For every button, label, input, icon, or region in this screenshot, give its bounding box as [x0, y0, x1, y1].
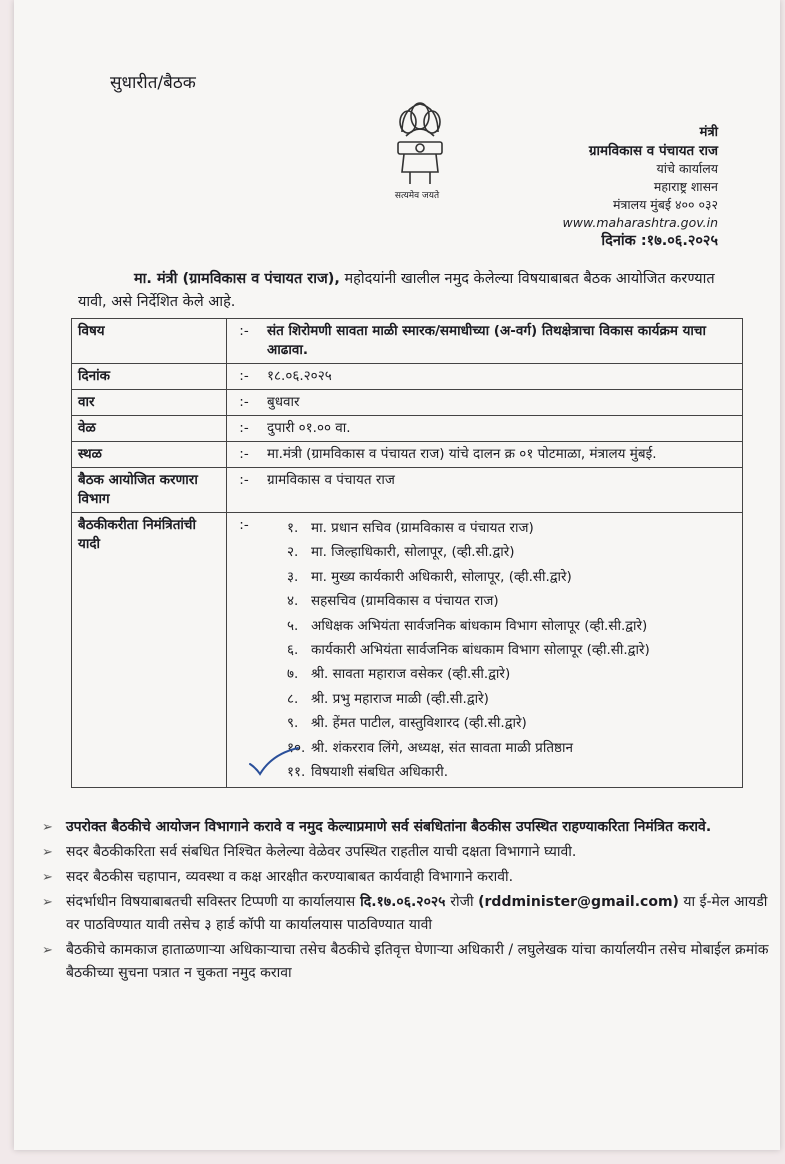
arrow-bullet-icon: ➢ — [42, 895, 53, 910]
list-item — [287, 638, 736, 662]
separator: :- — [227, 442, 262, 468]
list-item — [36, 939, 776, 985]
list-item — [287, 516, 736, 540]
intro-text: महोदयांनी खालील नमुद केलेल्या विषयाबाबत बैठक आयोजित करण्यात यावी, असे निर्देशित केले आहे. — [78, 271, 715, 310]
list-item — [36, 841, 776, 864]
organizer-label: बैठक आयोजित करणारा विभाग — [72, 468, 227, 513]
office-address — [563, 124, 719, 250]
intro-paragraph — [78, 268, 738, 314]
note-text — [66, 891, 776, 937]
note-text: सदर बैठकीकरिता सर्व संबधित निश्चित केलेल्या वेळेवर उपस्थित राहतील याची दक्षता विभागाने घ्यावी. — [66, 844, 577, 860]
separator: :- — [227, 513, 262, 788]
list-number: १. — [287, 520, 299, 536]
list-item — [287, 711, 736, 735]
list-item — [36, 816, 776, 839]
note-part: रोजी — [450, 894, 479, 910]
office-department: ग्रामविकास व पंचायत राज — [588, 143, 718, 159]
instructions-list — [36, 816, 776, 987]
list-text: विषयाशी संबधित अधिकारी. — [311, 764, 449, 781]
table-row — [72, 416, 743, 442]
list-text: मा. मुख्य कार्यकारी अधिकारी, सोलापूर, (व्ही.सी.द्वारे) — [311, 568, 572, 585]
list-item — [287, 614, 736, 638]
list-text: श्री. शंकरराव लिंगे, अध्यक्ष, संत सावता माळी प्रतिष्ठान — [311, 739, 573, 756]
note-part: या ई-मेल आयडी वर पाठविण्यात यावी तसेच ३ हार्ड कॉपी या कार्यालयास पाठविण्यात यावी — [66, 894, 768, 933]
list-text: सहसचिव (ग्रामविकास व पंचायत राज) — [311, 593, 499, 610]
list-item — [287, 565, 736, 589]
arrow-bullet-icon: ➢ — [42, 943, 53, 958]
letter-reference: सुधारीत/बैठक — [110, 73, 196, 93]
invitees-list — [267, 516, 736, 784]
list-item — [287, 687, 736, 711]
list-number: ३. — [287, 568, 299, 585]
separator: :- — [227, 319, 262, 364]
office-postal-address: मंत्रालय मुंबई ४०० ०३२ — [612, 197, 718, 212]
list-number: ६. — [287, 642, 299, 659]
list-text: मा. प्रधान सचिव (ग्रामविकास व पंचायत राज) — [311, 520, 534, 536]
separator: :- — [227, 416, 262, 442]
list-item — [36, 866, 776, 889]
note-part: संदर्भाधीन विषयाबाबतची सविस्तर टिप्पणी या कार्यालयास — [66, 894, 356, 910]
meeting-details-table — [71, 318, 743, 788]
venue-value: मा.मंत्री (ग्रामविकास व पंचायत राज) यांचे दालन क्र ०१ पोटमाळा, मंत्रालय मुंबई. — [261, 442, 743, 468]
subject-value: संत शिरोमणी सावता माळी स्मारक/समाधीच्या (अ-वर्ग) तिथक्षेत्राचा विकास कार्यक्रम याचा आढावा. — [261, 319, 743, 364]
list-item — [287, 662, 736, 686]
table-row — [72, 468, 743, 513]
organizer-value: ग्रामविकास व पंचायत राज — [261, 468, 743, 513]
state-emblem-icon — [380, 92, 460, 202]
list-text: श्री. प्रभु महाराज माळी (व्ही.सी.द्वारे) — [311, 690, 489, 707]
list-number: ११. — [287, 764, 306, 781]
list-text: श्री. सावता महाराज वसेकर (व्ही.सी.द्वारे) — [311, 666, 511, 683]
date-value: १८.०६.२०२५ — [261, 364, 743, 390]
invitees-label: बैठकीकरीता निमंत्रितांची यादी — [72, 513, 227, 788]
list-number: १०. — [287, 739, 306, 756]
document-page — [14, 0, 780, 1150]
email-address: (rddminister@gmail.com) — [478, 894, 679, 910]
list-number: ९. — [287, 715, 299, 732]
separator: :- — [227, 468, 262, 513]
office-government: महाराष्ट्र शासन — [653, 179, 718, 194]
note-date: दि.१७.०६.२०२५ — [355, 894, 451, 910]
subject-label: विषय — [72, 319, 227, 364]
list-item — [287, 760, 736, 784]
note-text: उपरोक्त बैठकीचे आयोजन विभागाने करावे व नमुद केल्याप्रमाणे सर्व संबधितांना बैठकीस उपस्थित राहण्याकरिता निमंत्रित करावे. — [66, 819, 712, 835]
venue-label: स्थळ — [72, 442, 227, 468]
list-text: मा. जिल्हाधिकारी, सोलापूर, (व्ही.सी.द्वारे) — [311, 544, 515, 561]
day-label: वार — [72, 390, 227, 416]
table-row — [72, 364, 743, 390]
list-number: ७. — [287, 666, 299, 683]
list-item — [287, 736, 736, 760]
list-text: श्री. हेंमत पाटील, वास्तुविशारद (व्ही.सी.द्वारे) — [311, 715, 527, 732]
arrow-bullet-icon: ➢ — [42, 870, 53, 885]
handwritten-tick-icon — [246, 744, 302, 778]
day-value: बुधवार — [261, 390, 743, 416]
arrow-bullet-icon: ➢ — [42, 845, 53, 860]
separator: :- — [227, 364, 262, 390]
time-value: दुपारी ०१.०० वा. — [261, 416, 743, 442]
list-text: कार्यकारी अभियंता सार्वजनिक बांधकाम विभाग सोलापूर (व्ही.सी.द्वारे) — [311, 642, 650, 659]
table-row — [72, 319, 743, 364]
table-row — [72, 513, 743, 788]
list-number: ५. — [287, 617, 299, 634]
date-label: दिनांक — [72, 364, 227, 390]
list-number: ८. — [287, 690, 299, 707]
list-item — [287, 540, 736, 564]
list-number: ४. — [287, 593, 299, 610]
invitees-cell — [261, 513, 743, 788]
list-item — [36, 891, 776, 937]
separator: :- — [227, 390, 262, 416]
office-website: www.maharashtra.gov.in — [562, 215, 718, 230]
office-of: यांचे कार्यालय — [656, 161, 718, 176]
intro-minister: मा. मंत्री (ग्रामविकास व पंचायत राज), — [134, 271, 340, 287]
table-row — [72, 390, 743, 416]
office-minister: मंत्री — [699, 125, 718, 140]
emblem-motto: सत्यमेव जयते — [394, 191, 440, 201]
list-text: अधिक्षक अभियंता सार्वजनिक बांधकाम विभाग सोलापूर (व्ही.सी.द्वारे) — [311, 617, 648, 634]
note-text: बैठकीचे कामकाज हाताळणाऱ्या अधिकाऱ्याचा तसेच बैठकीचे इतिवृत्त घेणाऱ्या अधिकारी / लघुलेखक यांचा कार्यालयीन तसेच मोबाईल क्रमांक बैठकीच्या सुचना पत्रात न चुकता नमुद करावा — [66, 942, 769, 981]
note-text: सदर बैठकीस चहापान, व्यवस्था व कक्ष आरक्षीत करण्याबाबत कार्यवाही विभागाने करावी. — [66, 869, 514, 885]
letter-date: दिनांक :१७.०६.२०२५ — [601, 233, 718, 249]
table-row — [72, 442, 743, 468]
list-item — [287, 589, 736, 613]
list-number: २. — [287, 544, 299, 561]
time-label: वेळ — [72, 416, 227, 442]
arrow-bullet-icon: ➢ — [42, 820, 53, 835]
